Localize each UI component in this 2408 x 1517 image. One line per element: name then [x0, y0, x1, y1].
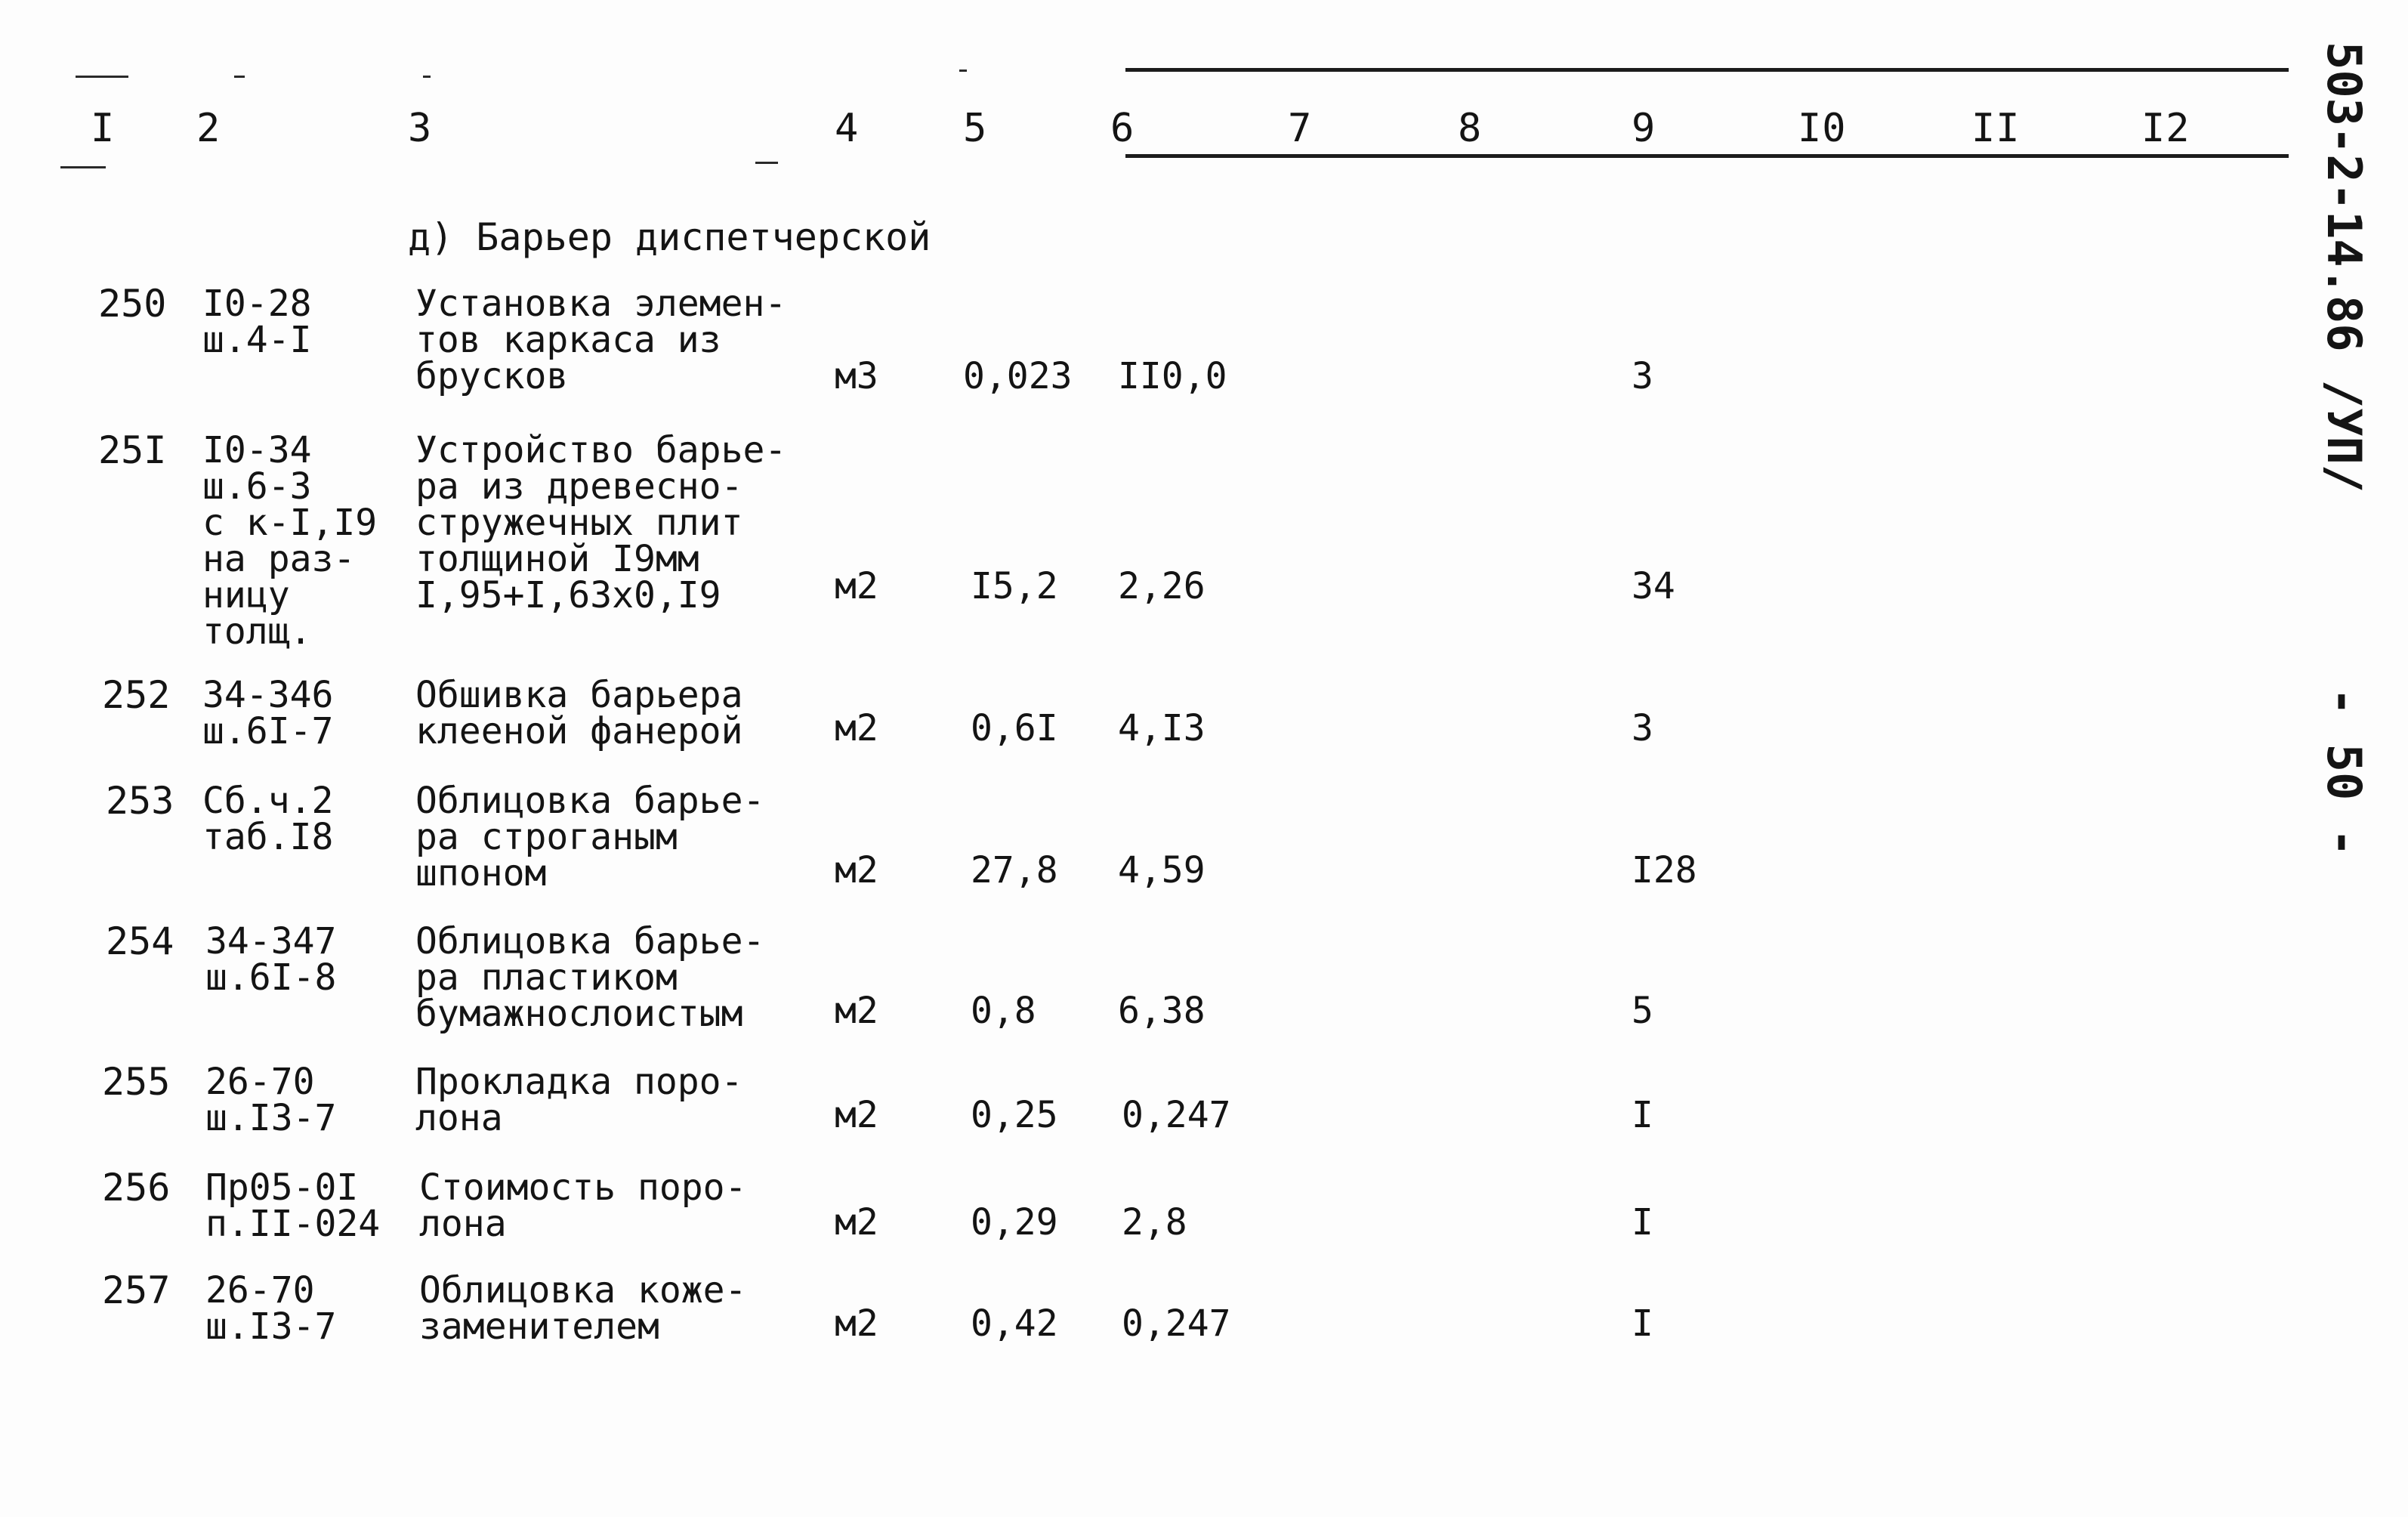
norm-code: 26-70 ш.I3-7: [205, 1061, 337, 1139]
unit: м2: [835, 849, 878, 891]
work-description: Устройство барье- ра из древесно- стружечных плит толщиной I9мм I,95+I,63x0,I9: [415, 429, 787, 616]
column-9-value: I: [1632, 1094, 1653, 1136]
row-number: 255: [102, 1060, 171, 1104]
page-number: - 50 -: [2317, 687, 2372, 857]
section-title: д) Барьер диспетчерской: [408, 215, 931, 259]
quantity: 0,8: [971, 990, 1036, 1032]
quantity: 0,023: [963, 355, 1073, 397]
norm-code: I0-34 ш.6-3 с к-I,I9 на раз- ницу толщ.: [202, 429, 378, 653]
quantity: 0,29: [971, 1201, 1058, 1244]
header-top-dash: [423, 76, 431, 78]
unit: м2: [835, 990, 878, 1032]
work-description: Облицовка барье- ра строганым шпоном: [415, 780, 765, 894]
unit: м2: [835, 1302, 878, 1345]
header-bottom-rule: [1125, 154, 2289, 158]
column-header: 7: [1288, 106, 1313, 151]
row-number: 254: [106, 919, 174, 963]
unit: м2: [835, 1201, 878, 1244]
unit: м2: [835, 565, 878, 607]
quantity: 0,6I: [971, 707, 1058, 749]
column-header: II: [1971, 106, 2021, 151]
work-description: Стоимость поро- лона: [419, 1166, 747, 1245]
unit-price: II0,0: [1118, 355, 1227, 397]
header-top-rule: [1125, 68, 2289, 72]
unit-price: 6,38: [1118, 990, 1206, 1032]
header-top-dash: [76, 76, 128, 78]
column-header: I2: [2141, 106, 2190, 151]
unit: м3: [835, 355, 878, 397]
norm-code: 34-347 ш.6I-8: [205, 920, 337, 999]
norm-code: Пр05-0I п.II-024: [205, 1166, 381, 1245]
column-header: 3: [408, 106, 433, 151]
row-number: 252: [102, 673, 171, 717]
header-bottom-dash: [755, 162, 778, 164]
work-description: Облицовка коже- заменителем: [419, 1269, 747, 1348]
column-header: 8: [1458, 106, 1483, 151]
work-description: Прокладка поро- лона: [415, 1061, 743, 1139]
work-description: Обшивка барьера клееной фанерой: [415, 674, 743, 752]
column-header: I: [91, 106, 116, 151]
column-header: 5: [963, 106, 988, 151]
header-bottom-dash: [60, 166, 106, 168]
column-header: 2: [196, 106, 221, 151]
header-top-dash: [234, 76, 245, 78]
unit: м2: [835, 707, 878, 749]
column-9-value: 34: [1632, 565, 1675, 607]
norm-code: I0-28 ш.4-I: [202, 283, 312, 361]
column-header: I0: [1798, 106, 1847, 151]
norm-code: 34-346 ш.6I-7: [202, 674, 334, 752]
quantity: 0,25: [971, 1094, 1058, 1136]
document-code: 503-2-14.86 /УП/: [2317, 42, 2372, 493]
quantity: 27,8: [971, 849, 1058, 891]
unit-price: 0,247: [1122, 1094, 1231, 1136]
column-header: 6: [1110, 106, 1135, 151]
work-description: Облицовка барье- ра пластиком бумажнослоистым: [415, 920, 765, 1035]
unit-price: 4,I3: [1118, 707, 1206, 749]
row-number: 250: [98, 282, 167, 326]
column-header: 9: [1632, 106, 1656, 151]
unit-price: 4,59: [1118, 849, 1206, 891]
quantity: I5,2: [971, 565, 1058, 607]
unit-price: 2,8: [1122, 1201, 1187, 1244]
column-9-value: 5: [1632, 990, 1653, 1032]
quantity: 0,42: [971, 1302, 1058, 1345]
row-number: 25I: [98, 428, 167, 472]
row-number: 253: [106, 779, 174, 823]
column-9-value: I: [1632, 1201, 1653, 1244]
work-description: Установка элемен- тов каркаса из брусков: [415, 283, 787, 397]
column-header: 4: [835, 106, 860, 151]
column-9-value: I: [1632, 1302, 1653, 1345]
column-9-value: 3: [1632, 355, 1653, 397]
column-9-value: I28: [1632, 849, 1697, 891]
column-9-value: 3: [1632, 707, 1653, 749]
unit-price: 0,247: [1122, 1302, 1231, 1345]
row-number: 257: [102, 1268, 171, 1312]
unit: м2: [835, 1094, 878, 1136]
norm-code: Сб.ч.2 таб.I8: [202, 780, 334, 858]
row-number: 256: [102, 1166, 171, 1210]
unit-price: 2,26: [1118, 565, 1206, 607]
norm-code: 26-70 ш.I3-7: [205, 1269, 337, 1348]
header-top-dash: [959, 70, 967, 72]
